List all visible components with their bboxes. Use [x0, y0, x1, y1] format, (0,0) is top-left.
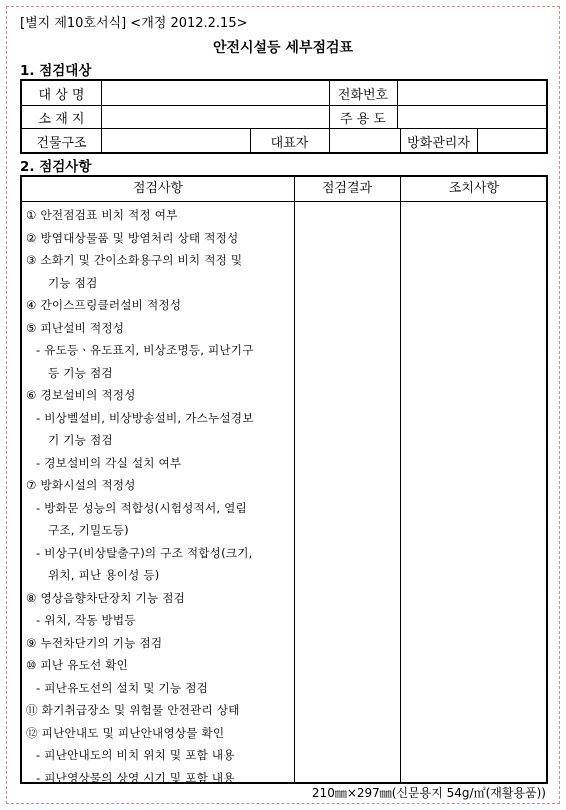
inspection-item: 기 기능 점검: [48, 433, 113, 447]
inspection-item: ① 안전점검표 비치 적정 여부: [26, 208, 178, 222]
phone-label: 전화번호: [337, 88, 389, 103]
inspection-item: ③ 소화기 및 간이소화용구의 비치 적정 및: [26, 253, 243, 267]
column-header-action: 조치사항: [448, 181, 500, 196]
inspection-item: - 방화문 성능의 적합성(시험성적서, 열림: [36, 500, 247, 515]
document-title: 안전시설등 세부점검표: [212, 40, 354, 56]
inspection-item: ⑧ 영상음향차단장치 기능 점검: [26, 590, 186, 605]
fire-manager-label: 방화관리자: [407, 136, 470, 151]
column-header-items: 점검사항: [132, 181, 184, 196]
inspection-item: ④ 간이스프링클러설비 적정성: [26, 298, 182, 312]
inspection-item: ② 방염대상물품 및 방염처리 상태 적정성: [26, 230, 239, 245]
inspection-item: ⑥ 경보설비의 적정성: [26, 388, 136, 402]
representative-label: 대표자: [270, 136, 309, 151]
inspection-item: ⑫ 피난안내도 및 피난안내영상물 확인: [26, 725, 225, 740]
inspection-item: ⑤ 피난설비 적정성: [26, 320, 125, 335]
building-structure-label: 건물구조: [36, 136, 87, 151]
inspection-item: - 피난유도선의 설치 및 기능 점검: [36, 680, 209, 695]
inspection-item: 구조, 기밀도등): [48, 523, 129, 537]
section1-heading: 1. 점검대상: [20, 63, 92, 79]
target-info-table: [20, 79, 548, 154]
form-number-label: [별지 제10호서식] <개정 2012.2.15>: [20, 16, 248, 31]
purpose-label: 주 용 도: [340, 112, 386, 127]
inspection-table: [20, 175, 548, 784]
column-header-result: 점검결과: [321, 181, 373, 196]
inspection-item: ⑩ 피난 유도선 확인: [26, 658, 129, 672]
inspection-item: - 경보설비의 각실 설치 여부: [36, 455, 182, 470]
section2-heading: 2. 점검사항: [20, 159, 92, 175]
inspection-item: 기능 점검: [48, 275, 98, 290]
inspection-item: - 유도등ㆍ유도표지, 비상조명등, 피난기구: [36, 343, 254, 357]
inspection-item-list: [26, 204, 296, 789]
inspection-item: ⑨ 누전차단기의 기능 점검: [26, 635, 163, 650]
inspection-item: 등 기능 점검: [48, 365, 113, 380]
inspection-item: - 피난영상물의 상영 시기 및 포함 내용: [36, 770, 235, 785]
paper-spec: 210㎜×297㎜(신문용지 54g/㎡(재활용품)): [311, 786, 546, 800]
inspection-item: - 피난안내도의 비치 위치 및 포함 내용: [36, 748, 235, 762]
inspection-item: - 위치, 작동 방법등: [36, 613, 136, 627]
target-name-label: 대 상 명: [38, 88, 85, 103]
address-label: 소 재 지: [38, 112, 85, 127]
inspection-item: 위치, 피난 용이성 등): [48, 568, 160, 582]
inspection-item: - 비상벨설비, 비상방송설비, 가스누설경보: [36, 410, 254, 425]
inspection-item: - 비상구(비상탈출구)의 구조 적합성(크기,: [36, 545, 253, 560]
inspection-item: ⑪ 화기취급장소 및 위험물 안전관리 상태: [26, 703, 240, 717]
inspection-item: ⑦ 방화시설의 적정성: [26, 478, 136, 492]
